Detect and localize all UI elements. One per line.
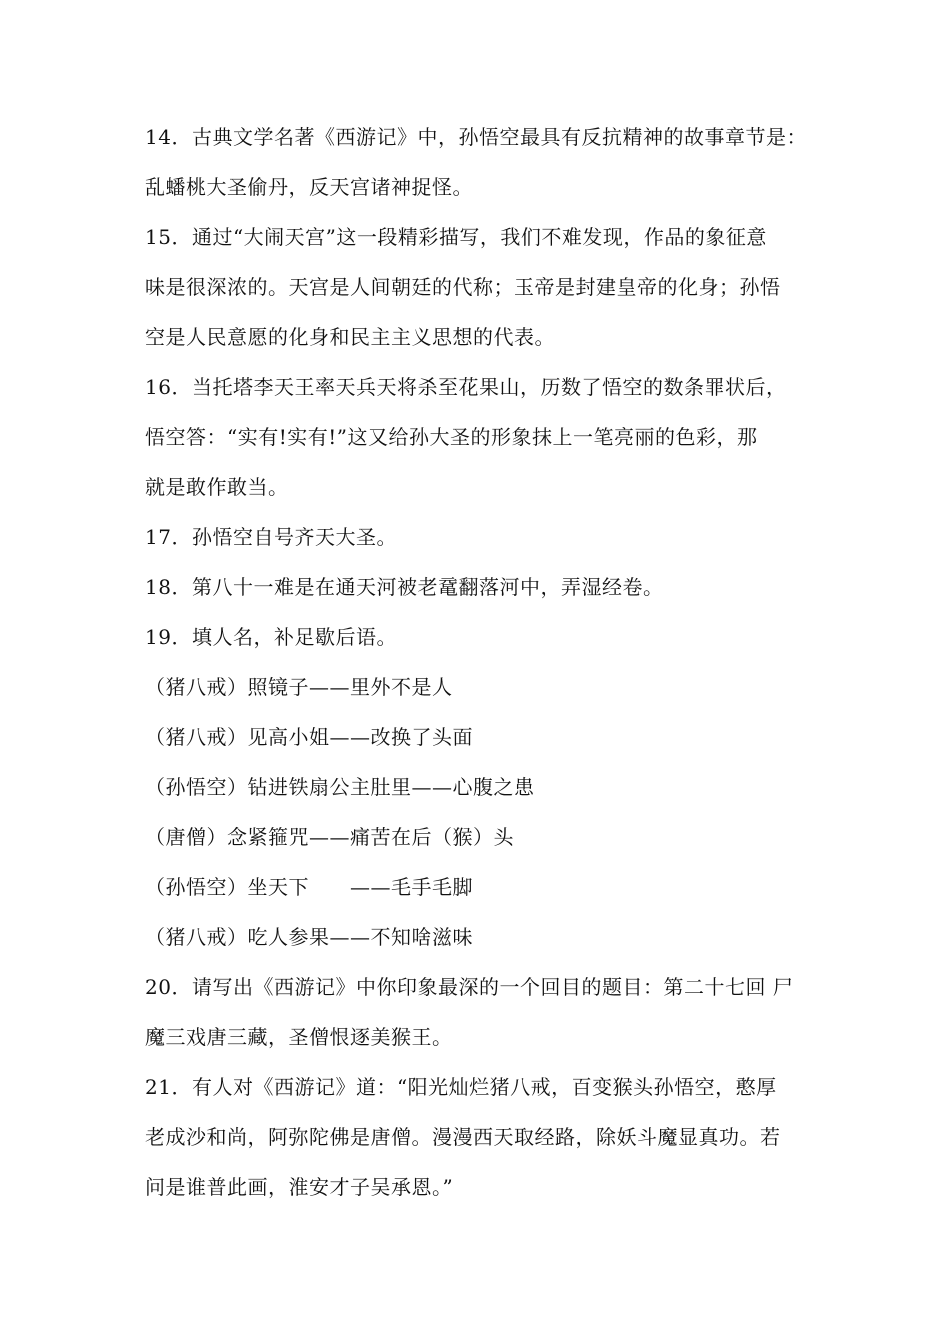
text-line: （猪八戒）见高小姐——改换了头面 (145, 725, 473, 749)
text-line: 14．古典文学名著《西游记》中，孙悟空最具有反抗精神的故事章节是： (145, 125, 807, 149)
text-line: 18．第八十一难是在通天河被老鼋翻落河中，弄湿经卷。 (145, 575, 664, 599)
text-line: 问是谁普此画，淮安才子吴承恩。” (145, 1175, 454, 1199)
text-line: （唐僧）念紧箍咒——痛苦在后（猴）头 (145, 825, 514, 849)
text-line: 老成沙和尚，阿弥陀佛是唐僧。漫漫西天取经路，除妖斗魔显真功。若 (145, 1125, 781, 1149)
text-line: 乱蟠桃大圣偷丹，反天宫诸神捉怪。 (145, 175, 473, 199)
text-line: （猪八戒）吃人参果——不知啥滋味 (145, 925, 473, 949)
text-line: 21．有人对《西游记》道：“阳光灿烂猪八戒，百变猴头孙悟空，憨厚 (145, 1075, 777, 1099)
text-line: 16．当托塔李天王率天兵天将杀至花果山，历数了悟空的数条罪状后， (145, 375, 787, 399)
text-line: 魔三戏唐三藏，圣僧恨逐美猴王。 (145, 1025, 453, 1049)
text-line: 15．通过“大闹天宫”这一段精彩描写，我们不难发现，作品的象征意 (145, 225, 767, 249)
text-line: 空是人民意愿的化身和民主主义思想的代表。 (145, 325, 555, 349)
text-line: 19．填人名，补足歇后语。 (145, 625, 397, 649)
text-line: （孙悟空）坐天下 ——毛手毛脚 (145, 875, 473, 899)
document-page (145, 112, 810, 1212)
text-line: （猪八戒）照镜子——里外不是人 (145, 675, 453, 699)
text-line: 味是很深浓的。天宫是人间朝廷的代称；玉帝是封建皇帝的化身；孙悟 (145, 275, 781, 299)
text-line: 17．孙悟空自号齐天大圣。 (145, 525, 397, 549)
text-line: 就是敢作敢当。 (145, 475, 289, 499)
text-line: 悟空答：“实有!实有!”这又给孙大圣的形象抹上一笔亮丽的色彩，那 (145, 425, 758, 449)
text-line: （孙悟空）钻进铁扇公主肚里——心腹之患 (145, 775, 535, 799)
text-line: 20．请写出《西游记》中你印象最深的一个回目的题目：第二十七回 尸 (145, 975, 794, 999)
